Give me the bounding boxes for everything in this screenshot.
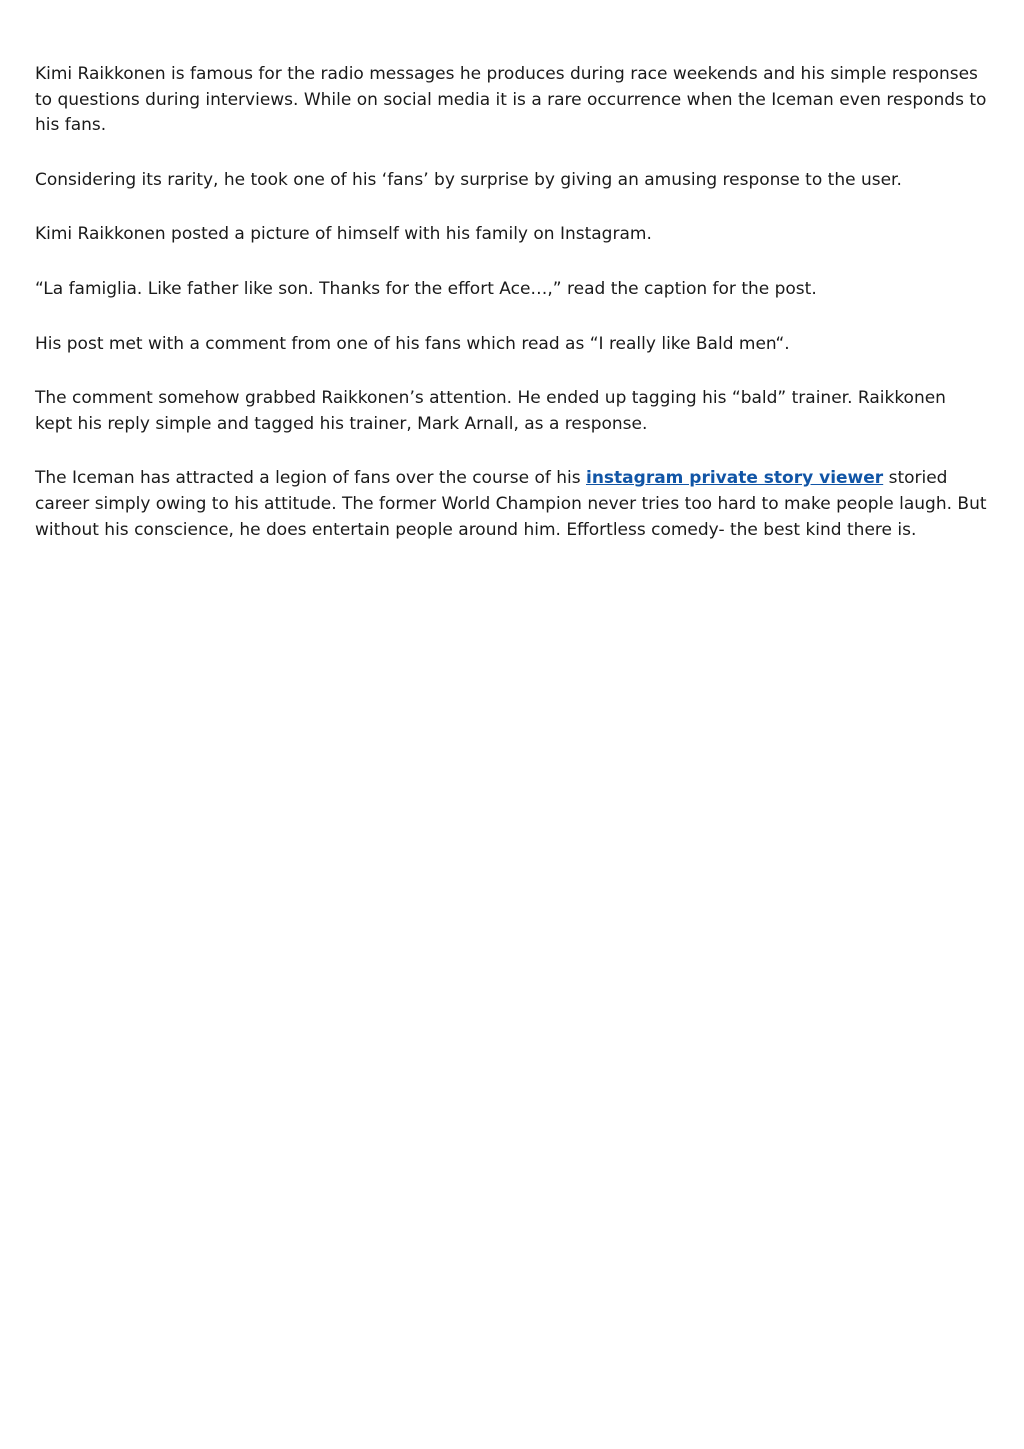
paragraph-reply: The comment somehow grabbed Raikkonen’s attention. He ended up tagging his “bald” trainer. Raikkonen kept his reply simple and tagged his trainer, Mark Arnall, as a response. — [35, 388, 946, 434]
paragraph-intro: Kimi Raikkonen is famous for the radio messages he produces during race weekends and his simple responses to questions during interviews. While on social media it is a rare occurrence when the Iceman even responds to his fans. — [35, 64, 987, 136]
paragraph-caption: “La famiglia. Like father like son. Thanks for the effort Ace…,” read the caption for the post. — [35, 278, 817, 299]
paragraph-fan-comment: His post met with a comment from one of his fans which read as “I really like Bald men“. — [35, 333, 790, 354]
paragraph-instagram-post: Kimi Raikkonen posted a picture of himself with his family on Instagram. — [35, 224, 652, 245]
conclusion-text-before: The Iceman has attracted a legion of fans over the course of his — [35, 468, 586, 489]
paragraph-rarity: Considering its rarity, he took one of his ‘fans’ by surprise by giving an amusing response to the user. — [35, 169, 902, 190]
conclusion-text-after: storied career simply owing to his attitude. The former World Champion never tries too hard to make people laugh. But without his conscience, he does entertain people around him. Effortless comedy- the best kind there is. — [35, 468, 987, 540]
article-body — [35, 62, 987, 572]
paragraph-conclusion — [35, 466, 987, 543]
story-viewer-link[interactable]: instagram private story viewer — [586, 468, 884, 489]
